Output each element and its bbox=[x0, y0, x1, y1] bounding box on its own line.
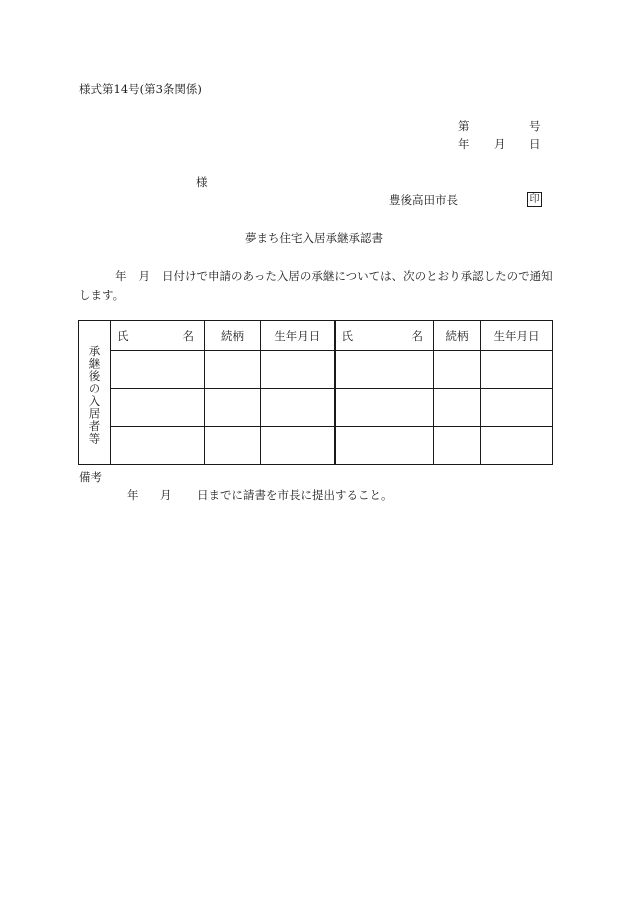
date-month: 月 bbox=[494, 137, 506, 151]
relation-header: 続柄 bbox=[205, 321, 261, 351]
issuer-name: 豊後高田市長 bbox=[389, 193, 458, 207]
table-row bbox=[79, 351, 553, 389]
document-number bbox=[458, 119, 541, 133]
document-number-prefix: 第 bbox=[458, 119, 470, 133]
name-header bbox=[335, 321, 434, 351]
name-header-part1: 氏 bbox=[341, 328, 353, 343]
remarks-text bbox=[127, 488, 393, 502]
successor-side-label: 承継後の入居者等 bbox=[79, 321, 111, 465]
body-month: 月 bbox=[138, 269, 150, 283]
seal-mark: 印 bbox=[527, 192, 542, 207]
relation-cell[interactable] bbox=[205, 389, 261, 427]
name-header-part1: 氏 bbox=[117, 328, 129, 343]
birthdate-cell[interactable] bbox=[481, 351, 553, 389]
birthdate-cell[interactable] bbox=[261, 351, 335, 389]
date-day: 日 bbox=[529, 137, 541, 151]
relation-cell[interactable] bbox=[205, 351, 261, 389]
name-cell[interactable] bbox=[111, 351, 205, 389]
form-number: 様式第14号(第3条関係) bbox=[79, 82, 202, 96]
table-row bbox=[79, 427, 553, 465]
name-cell[interactable] bbox=[335, 389, 434, 427]
birthdate-cell[interactable] bbox=[481, 427, 553, 465]
relation-cell[interactable] bbox=[434, 351, 481, 389]
body-year: 年 bbox=[115, 269, 127, 283]
remarks-month: 月 bbox=[160, 488, 172, 502]
relation-header: 続柄 bbox=[434, 321, 481, 351]
name-cell[interactable] bbox=[335, 351, 434, 389]
table-header-row bbox=[79, 321, 553, 351]
issue-date bbox=[458, 137, 541, 151]
relation-cell[interactable] bbox=[434, 427, 481, 465]
table-row bbox=[79, 389, 553, 427]
birthdate-cell[interactable] bbox=[261, 389, 335, 427]
successor-table bbox=[78, 320, 553, 465]
birthdate-header: 生年月日 bbox=[261, 321, 335, 351]
birthdate-cell[interactable] bbox=[481, 389, 553, 427]
recipient-honorific: 様 bbox=[196, 175, 208, 189]
body-paragraph bbox=[79, 267, 553, 305]
name-header-part2: 名 bbox=[411, 328, 423, 343]
remarks-year: 年 bbox=[127, 488, 139, 502]
birthdate-cell[interactable] bbox=[261, 427, 335, 465]
document-number-suffix: 号 bbox=[529, 119, 541, 133]
document-title: 夢まち住宅入居承継承認書 bbox=[245, 231, 383, 245]
body-text: 日付けで申請のあった入居の承継については、次のとおり承認したので通知します。 bbox=[79, 269, 553, 302]
name-header-part2: 名 bbox=[182, 328, 194, 343]
relation-cell[interactable] bbox=[434, 389, 481, 427]
remarks-body: 日までに請書を市長に提出すること。 bbox=[197, 488, 393, 502]
name-cell[interactable] bbox=[335, 427, 434, 465]
remarks-label: 備考 bbox=[79, 470, 102, 484]
date-year: 年 bbox=[458, 137, 470, 151]
name-cell[interactable] bbox=[111, 427, 205, 465]
name-cell[interactable] bbox=[111, 389, 205, 427]
birthdate-header: 生年月日 bbox=[481, 321, 553, 351]
relation-cell[interactable] bbox=[205, 427, 261, 465]
name-header bbox=[111, 321, 205, 351]
